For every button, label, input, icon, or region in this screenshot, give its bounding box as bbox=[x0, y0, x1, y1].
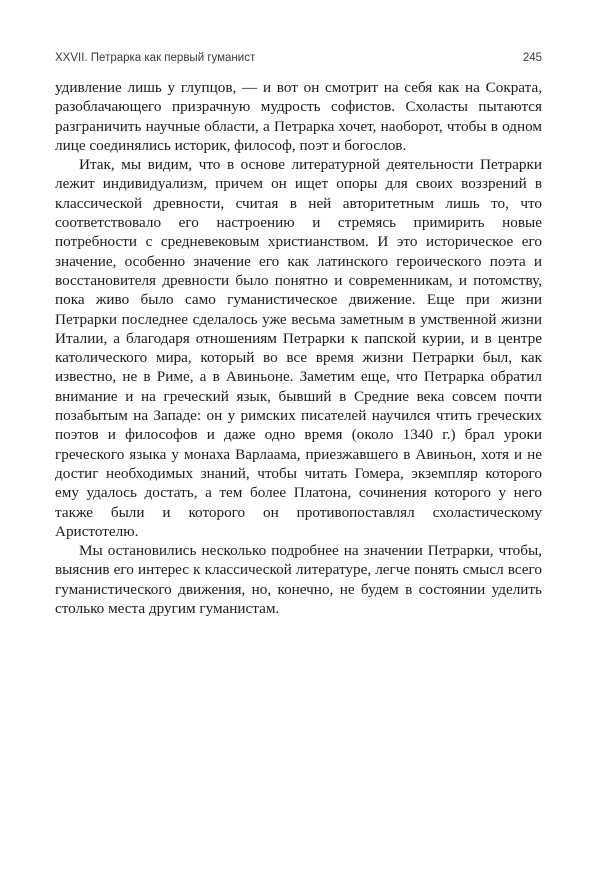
paragraph-continued: удивление лишь у глупцов, — и вот он смотрит на себя как на Сократа, разоблачающего призрачную мудрость софистов. Схоласты пытаются разграничить научные области, а Петрарка хочет, наоборот, чтобы в одном лице соединялись историк, философ, поэт и богослов. bbox=[55, 79, 542, 154]
page-number: 245 bbox=[522, 52, 542, 64]
body-text bbox=[55, 78, 542, 618]
paragraph: Итак, мы видим, что в основе литературной деятельности Петрарки лежит индивидуализм, причем он ищет опоры для своих воззрений в классической древности, считая в ней авторитетным лишь то, что соответствовало его настроению и стремясь примирить новые потребности с средневековым христианством. И это историческое его значение, особенно значение его как латинского героического поэта и восстановителя древности было понятно и современникам, и потомству, пока живо было само гуманистическое движение. Еще при жизни Петрарки последнее сделалось уже весьма заметным в умственной жизни Италии, а благодаря отношениям Петрарки к папской курии, и в центре католического мира, который во все время жизни Петрарки был, как известно, не в Риме, а в Авиньоне. Заметим еще, что Петрарка обратил внимание и на греческий язык, бывший в Средние века совсем почти позабытым на Западе: он у римских писателей научился чтить греческих поэтов и философов и даже одно время (около 1340 г.) брал уроки греческого языка у монаха Варлаама, приезжавшего в Авиньон, хотя и не достиг необходимых знаний, чтобы читать Гомера, экземпляр которого ему удалось достать, а тем более Платона, сочинения которого у него также были и которого он противопоставлял схоластическому Аристотелю. bbox=[55, 156, 542, 540]
paragraph: Мы остановились несколько подробнее на значении Петрарки, чтобы, выяснив его интерес к классической литературе, легче понять смысл всего гуманистического движения, но, конечно, не будем в состоянии уделить столько места другим гуманистам. bbox=[55, 542, 542, 618]
running-head bbox=[55, 52, 542, 68]
chapter-title: XXVII. Петрарка как первый гуманист bbox=[55, 52, 256, 64]
